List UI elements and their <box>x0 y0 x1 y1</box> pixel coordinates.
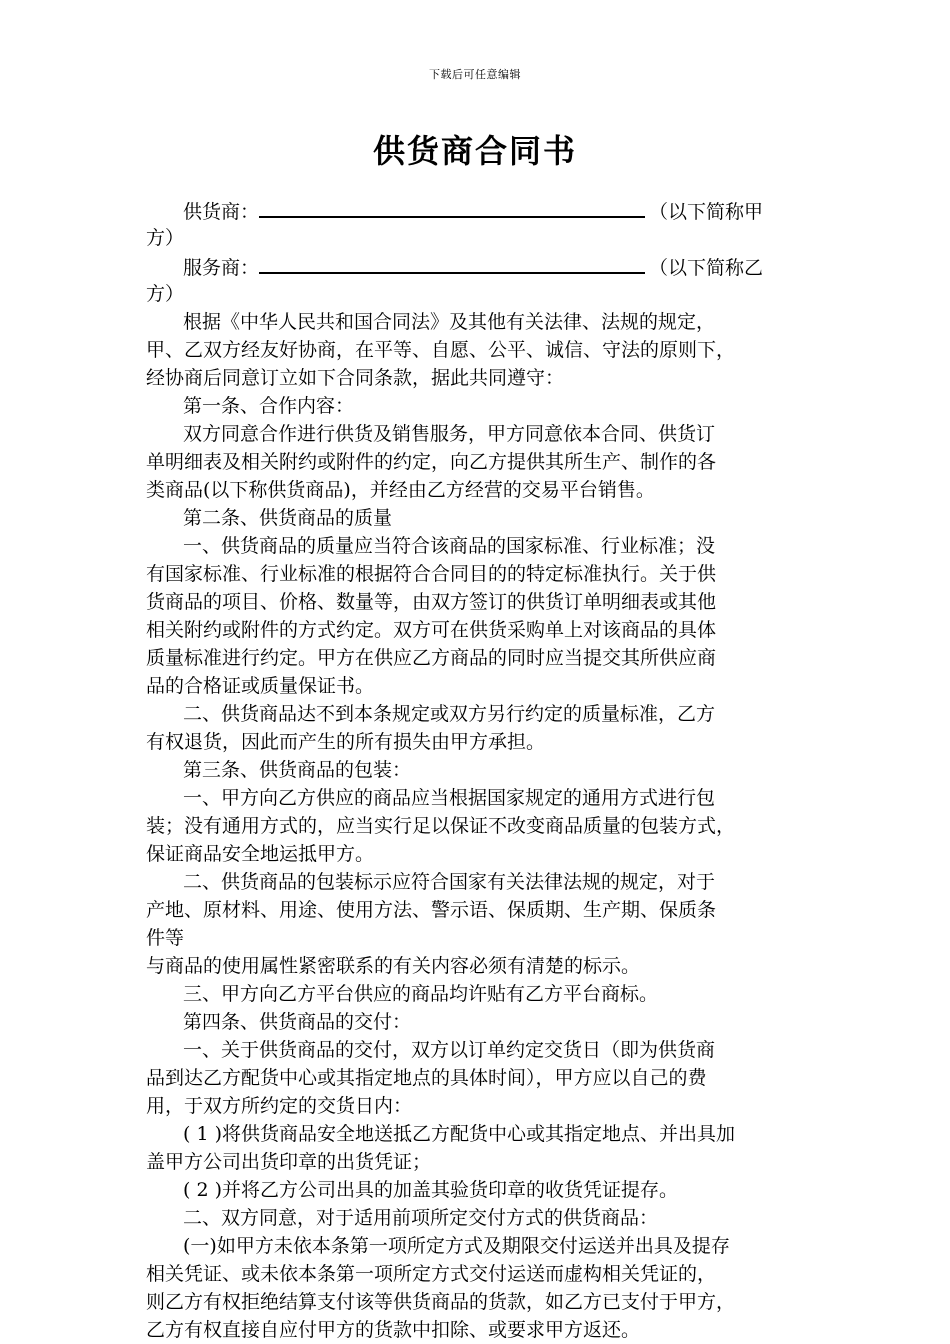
text-line: ( 2 )并将乙方公司出具的加盖其验货印章的收货凭证提存。 <box>183 1179 678 1201</box>
text-line: 第二条、供货商品的质量 <box>183 507 393 529</box>
text-line: 则乙方有权拒绝结算支付该等供货商品的货款，如乙方已支付于甲方， <box>146 1291 736 1313</box>
party-a-blank-line <box>259 196 645 218</box>
text-line: 装；没有通用方式的，应当实行足以保证不改变商品质量的包装方式， <box>146 815 736 837</box>
text-line: 甲、乙双方经友好协商，在平等、自愿、公平、诚信、守法的原则下， <box>146 339 736 361</box>
contract-body <box>146 196 806 1344</box>
text-line: 有权退货，因此而产生的所有损失由甲方承担。 <box>146 731 546 753</box>
party-b-blank-line <box>259 252 645 274</box>
text-line: 根据《中华人民共和国合同法》及其他有关法律、法规的规定， <box>183 311 716 333</box>
text-line: 一、甲方向乙方供应的商品应当根据国家规定的通用方式进行包 <box>183 787 716 809</box>
text-line: 第三条、供货商品的包装： <box>183 759 412 781</box>
text-line: 二、供货商品达不到本条规定或双方另行约定的质量标准，乙方 <box>183 703 716 725</box>
party-b-suffix: （以下简称乙 <box>649 257 764 279</box>
party-a-row <box>146 196 806 224</box>
party-b-label: 服务商： <box>183 257 260 279</box>
text-line: 保证商品安全地运抵甲方。 <box>146 843 375 865</box>
header-note: 下载后可任意编辑 <box>429 68 521 81</box>
text-line: 相关附约或附件的方式约定。双方可在供货采购单上对该商品的具体 <box>146 619 717 641</box>
text-line: ( 1 )将供货商品安全地送抵乙方配货中心或其指定地点、并出具加 <box>183 1123 735 1145</box>
text-line: 一、关于供货商品的交付，双方以订单约定交货日（即为供货商 <box>183 1039 716 1061</box>
text-line: 产地、原材料、用途、使用方法、警示语、保质期、生产期、保质条 <box>146 899 717 921</box>
text-line: 一、供货商品的质量应当符合该商品的国家标准、行业标准；没 <box>183 535 716 557</box>
party-a-label: 供货商： <box>183 201 260 223</box>
text-line: 双方同意合作进行供货及销售服务，甲方同意依本合同、供货订 <box>183 423 716 445</box>
text-line: 与商品的使用属性紧密联系的有关内容必须有清楚的标示。 <box>146 955 641 977</box>
text-line: 用，于双方所约定的交货日内： <box>146 1095 413 1117</box>
text-line: 二、供货商品的包装标示应符合国家有关法律法规的规定，对于 <box>183 871 716 893</box>
text-line: 二、双方同意，对于适用前项所定交付方式的供货商品： <box>183 1207 659 1229</box>
contract-text <box>146 308 806 1344</box>
party-b-row <box>146 252 806 280</box>
text-line: 三、甲方向乙方平台供应的商品均许贴有乙方平台商标。 <box>183 983 659 1005</box>
text-line: 经协商后同意订立如下合同条款，据此共同遵守： <box>146 367 565 389</box>
text-line: 第四条、供货商品的交付： <box>183 1011 412 1033</box>
text-line: 质量标准进行约定。甲方在供应乙方商品的同时应当提交其所供应商 <box>146 647 717 669</box>
text-line: 第一条、合作内容： <box>183 395 355 417</box>
text-line: 有国家标准、行业标准的根据符合合同目的的特定标准执行。关于供 <box>146 563 717 585</box>
party-b-wrap: 方） <box>146 283 185 305</box>
text-line: 盖甲方公司出货印章的出货凭证； <box>146 1151 432 1173</box>
text-line: 类商品(以下称供货商品)，并经由乙方经营的交易平台销售。 <box>146 479 655 501</box>
party-a-wrap: 方） <box>146 227 185 249</box>
text-line: 单明细表及相关附约或附件的约定，向乙方提供其所生产、制作的各 <box>146 451 717 473</box>
text-line: 件等 <box>146 927 185 949</box>
text-line: 品到达乙方配货中心或其指定地点的具体时间），甲方应以自己的费 <box>146 1067 707 1089</box>
text-line: 货商品的项目、价格、数量等，由双方签订的供货订单明细表或其他 <box>146 591 717 613</box>
text-line: (一)如甲方未依本条第一项所定方式及期限交付运送并出具及提存 <box>183 1235 730 1257</box>
party-a-suffix: （以下简称甲 <box>649 201 764 223</box>
text-line: 品的合格证或质量保证书。 <box>146 675 375 697</box>
text-line: 相关凭证、或未依本条第一项所定方式交付运送而虚构相关凭证的， <box>146 1263 717 1285</box>
document-title: 供货商合同书 <box>372 132 577 170</box>
text-line: 乙方有权直接自应付甲方的货款中扣除、或要求甲方返还。 <box>146 1319 641 1341</box>
